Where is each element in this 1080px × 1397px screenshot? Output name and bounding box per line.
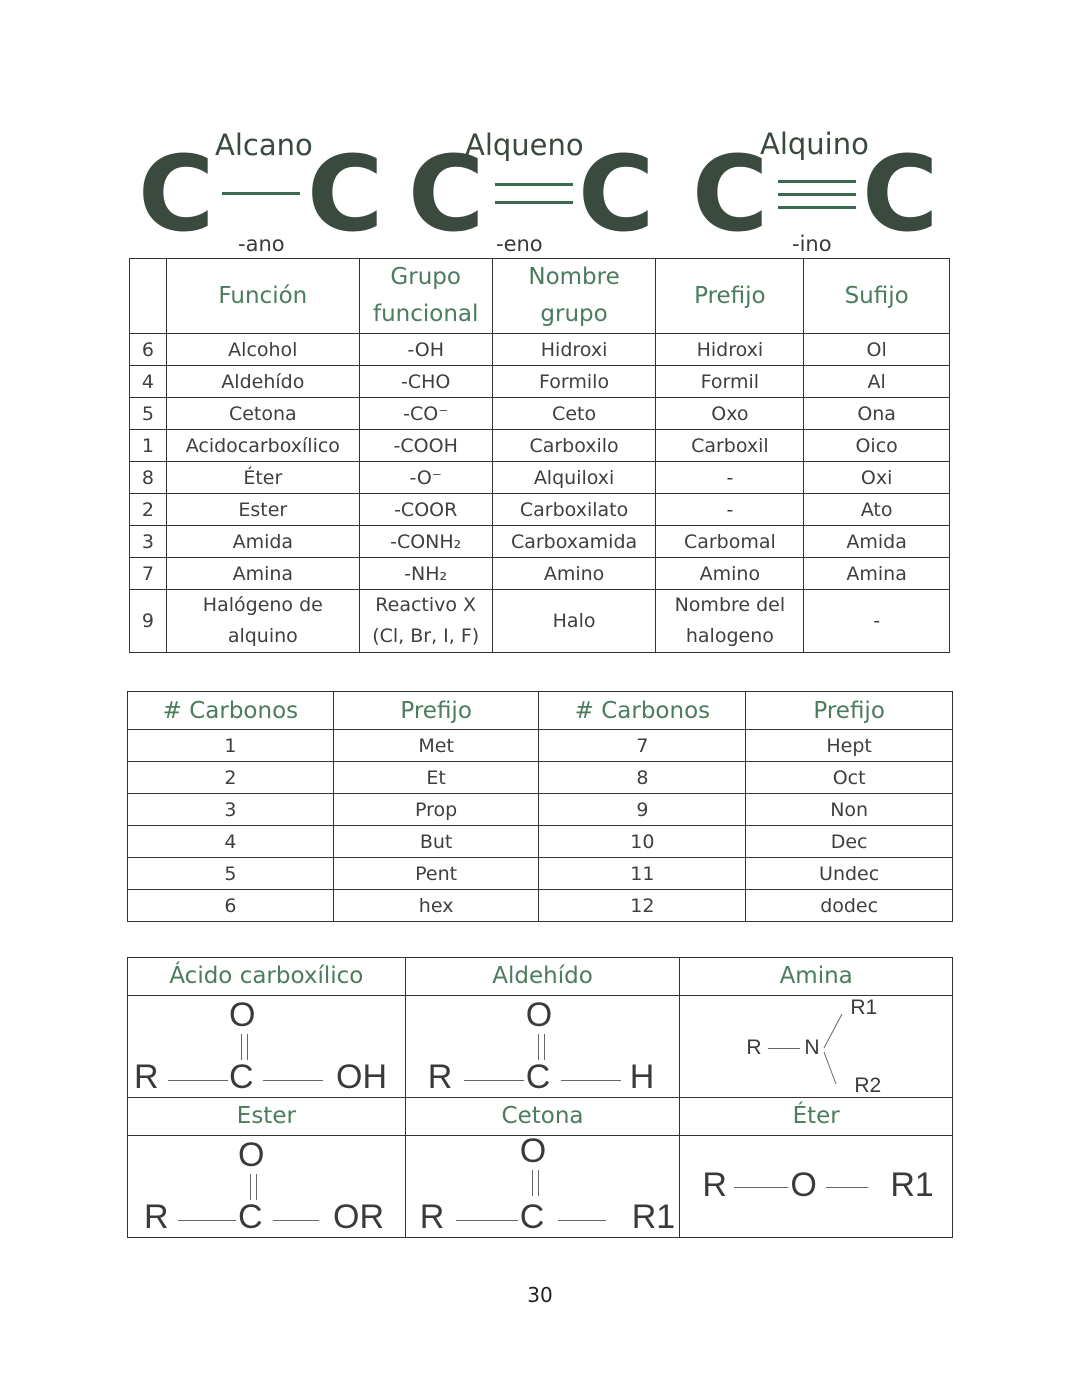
oxygen: O — [229, 996, 256, 1034]
oxygen: O — [525, 996, 553, 1034]
r-group: R — [746, 1036, 762, 1059]
alcano-suffix: -ano — [238, 232, 285, 256]
table-row: 3 Amida -CONH₂ Carboxamida Carbomal Amida — [130, 526, 950, 558]
table-row: 2 Ester -COOR Carboxilato - Ato — [130, 494, 950, 526]
alcano-label: Alcano — [215, 128, 313, 162]
bond-line — [768, 1048, 800, 1049]
r1-group: R1 — [631, 1198, 676, 1236]
acido-structure — [128, 996, 405, 1096]
oxygen: O — [238, 1136, 265, 1174]
table-row: 4 But 10 Dec — [128, 826, 953, 858]
alqueno-c1: C — [408, 133, 485, 255]
r-group: R — [419, 1198, 445, 1236]
h-atom: H — [629, 1058, 655, 1096]
r-group: R — [427, 1058, 453, 1096]
amina-structure — [680, 996, 952, 1096]
table-row: 6 Alcohol -OH Hidroxi Hidroxi Ol — [130, 334, 950, 366]
nitrogen: N — [804, 1036, 820, 1059]
carbon: C — [229, 1058, 254, 1096]
cetona-title: Cetona — [406, 1098, 680, 1136]
bond-line — [558, 1220, 606, 1221]
table-row: 4 Aldehído -CHO Formilo Formil Al — [130, 366, 950, 398]
table-row: 3 Prop 9 Non — [128, 794, 953, 826]
alquino-c1: C — [692, 133, 769, 255]
bond-line — [464, 1080, 524, 1081]
bond-line — [561, 1080, 621, 1081]
aldehido-structure — [406, 996, 680, 1096]
header-sufijo: Sufijo — [804, 259, 950, 334]
table-row: 8 Éter -O⁻ Alquiloxi - Oxi — [130, 462, 950, 494]
carbon-prefix-table — [127, 691, 953, 922]
table-row: 7 Amina -NH₂ Amino Amino Amina — [130, 558, 950, 590]
double-bond — [538, 1034, 545, 1060]
bond-line — [734, 1187, 788, 1188]
ester-title: Ester — [128, 1098, 405, 1136]
header-prefijo-1: Prefijo — [333, 692, 539, 730]
carbon: C — [519, 1198, 545, 1236]
double-bond-2 — [495, 201, 573, 204]
oh-group: OH — [336, 1058, 387, 1096]
r1-group: R1 — [850, 996, 878, 1019]
bond-line — [456, 1220, 518, 1221]
r1-group: R1 — [890, 1166, 934, 1204]
header-prefijo-2: Prefijo — [746, 692, 953, 730]
aldehido-title: Aldehído — [406, 958, 680, 996]
alqueno-label: Alqueno — [465, 128, 584, 162]
double-bond — [241, 1034, 248, 1060]
table-row: 5 Cetona -CO⁻ Ceto Oxo Ona — [130, 398, 950, 430]
bond-line — [178, 1220, 236, 1221]
oxygen: O — [790, 1166, 817, 1204]
double-bond — [250, 1174, 257, 1200]
carbon: C — [238, 1198, 263, 1236]
eter-cell — [680, 1098, 953, 1238]
oxygen: O — [519, 1132, 547, 1170]
triple-bond-3 — [778, 206, 856, 209]
alcano-c2: C — [307, 133, 384, 255]
eter-title: Éter — [680, 1098, 952, 1136]
header-index — [130, 259, 167, 334]
aldehido-cell — [405, 958, 680, 1098]
alquino-suffix: -ino — [792, 232, 832, 256]
r-group: R — [144, 1198, 169, 1236]
double-bond-1 — [495, 183, 573, 186]
alquino-label: Alquino — [760, 127, 869, 161]
ester-structure — [128, 1136, 405, 1236]
header-prefijo: Prefijo — [656, 259, 804, 334]
cetona-cell — [405, 1098, 680, 1238]
bond-line — [263, 1080, 323, 1081]
header-nombre-grupo: Nombre grupo — [492, 259, 656, 334]
table-row: 6 hex 12 dodec — [128, 890, 953, 922]
alquino-c2: C — [862, 133, 939, 255]
bond-line — [273, 1220, 319, 1221]
table-row: 9 Halógeno de alquino Reactivo X (Cl, Br, I, F) Halo Nombre del halogeno - — [130, 590, 950, 653]
alcano-c1: C — [138, 133, 215, 255]
single-bond — [222, 192, 300, 195]
header-carbonos-1: # Carbonos — [128, 692, 334, 730]
alqueno-suffix: -eno — [496, 232, 543, 256]
cetona-structure — [406, 1132, 680, 1236]
double-bond — [532, 1170, 539, 1196]
bond-line — [168, 1080, 228, 1081]
triple-bond-2 — [778, 193, 856, 196]
table-row: 1 Met 7 Hept — [128, 730, 953, 762]
acido-carboxilico-cell — [128, 958, 406, 1098]
acido-title: Ácido carboxílico — [128, 958, 405, 996]
r-group: R — [134, 1058, 159, 1096]
bond-line — [826, 1187, 868, 1188]
page-number: 30 — [527, 1283, 553, 1307]
triple-bond-1 — [778, 180, 856, 183]
header-carbonos-2: # Carbonos — [539, 692, 746, 730]
carbon: C — [525, 1058, 551, 1096]
table-row: 5 Pent 11 Undec — [128, 858, 953, 890]
header-funcion: Función — [166, 259, 359, 334]
eter-structure — [680, 1136, 952, 1236]
table-row: 2 Et 8 Oct — [128, 762, 953, 794]
r-group: R — [702, 1166, 727, 1204]
table-row: 1 Acidocarboxílico -COOH Carboxilo Carboxil Oico — [130, 430, 950, 462]
header-grupo-funcional: Grupo funcional — [359, 259, 492, 334]
or-group: OR — [333, 1198, 384, 1236]
ester-cell — [128, 1098, 406, 1238]
structures-table — [127, 957, 953, 1238]
alqueno-c2: C — [578, 133, 655, 255]
functional-groups-table — [129, 258, 950, 653]
amina-title: Amina — [680, 958, 952, 996]
r2-group: R2 — [854, 1074, 882, 1097]
amina-cell — [680, 958, 953, 1098]
branch-bonds — [822, 1012, 852, 1092]
